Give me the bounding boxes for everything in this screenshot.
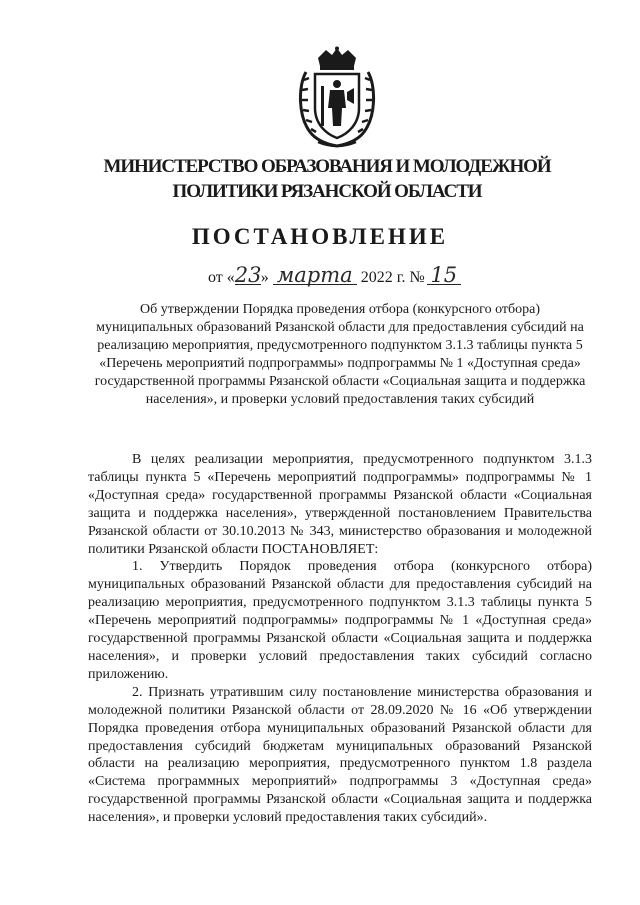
item-1-paragraph: 1. Утвердить Порядок проведения отбора (конкурсного отбора) муниципальных образований Рязанской области для предоставления субсидий на реализацию мероприятия, предусмотренного подпунктом 3.1.3 таблицы пункта 5 «Перечень мероприятий подпрограммы» подпрограммы № 1 «Доступная среда» государственной программы Рязанской области «Социальная защита и поддержка населения», и проверки условий предоставления таких субсидий согласно приложению. <box>88 559 592 682</box>
ryazan-coat-of-arms-icon <box>296 46 378 150</box>
date-month: марта <box>273 266 357 285</box>
document-type-title: ПОСТАНОВЛЕНИЕ <box>191 224 449 249</box>
document-subject: Об утверждении Порядка проведения отбора (конкурсного отбора) муниципальных образований Рязанской области для предоставления субсидий на реализацию мероприятия, предусмотренного подпунктом 3.1.3 таблицы пункта 5 «Перечень мероприятий подпрограммы» подпрограммы № 1 «Доступная среда» государственной программы Рязанской области «Социальная защита и поддержка населения», и проверки условий предоставления таких субсидий <box>94 302 586 407</box>
document-number: 15 <box>427 266 461 285</box>
ministry-name: МИНИСТЕРСТВО ОБРАЗОВАНИЯ И МОЛОДЕЖНОЙ ПОЛИТИКИ РЯЗАНСКОЙ ОБЛАСТИ <box>103 156 551 202</box>
date-year: 2022 г. № <box>360 269 425 286</box>
date-number-line <box>208 263 461 287</box>
date-day: 23 <box>234 263 262 287</box>
date-mid: » <box>260 269 273 286</box>
date-prefix: от « <box>208 269 235 286</box>
document-body <box>88 451 592 827</box>
item-2-paragraph: 2. Признать утратившим силу постановление министерства образования и молодежной политики Рязанской области от 28.09.2020 № 16 «Об утверждении Порядка проведения отбора муниципальных образований Рязанской области для предоставления субсидий бюджетам муниципальных образований Рязанской области на реализацию мероприятия, предусмотренного пунктом 1.8 раздела «Система программных мероприятий» подпрограммы 3 «Доступная среда» государственной программы Рязанской области «Социальная защита и поддержка населения», и проверки условий предоставления таких субсидий». <box>88 684 592 826</box>
preamble-paragraph: В целях реализации мероприятия, предусмотренного подпунктом 3.1.3 таблицы пункта 5 «Перечень мероприятий подпрограммы» подпрограммы № 1 «Доступная среда» государственной программы Рязанской области «Социальная защита и поддержка населения», утвержденной постановлением Правительства Рязанской области от 30.10.2013 № 343, министерство образования и молодежной политики Рязанской области ПОСТАНОВЛЯЕТ: <box>88 452 592 557</box>
